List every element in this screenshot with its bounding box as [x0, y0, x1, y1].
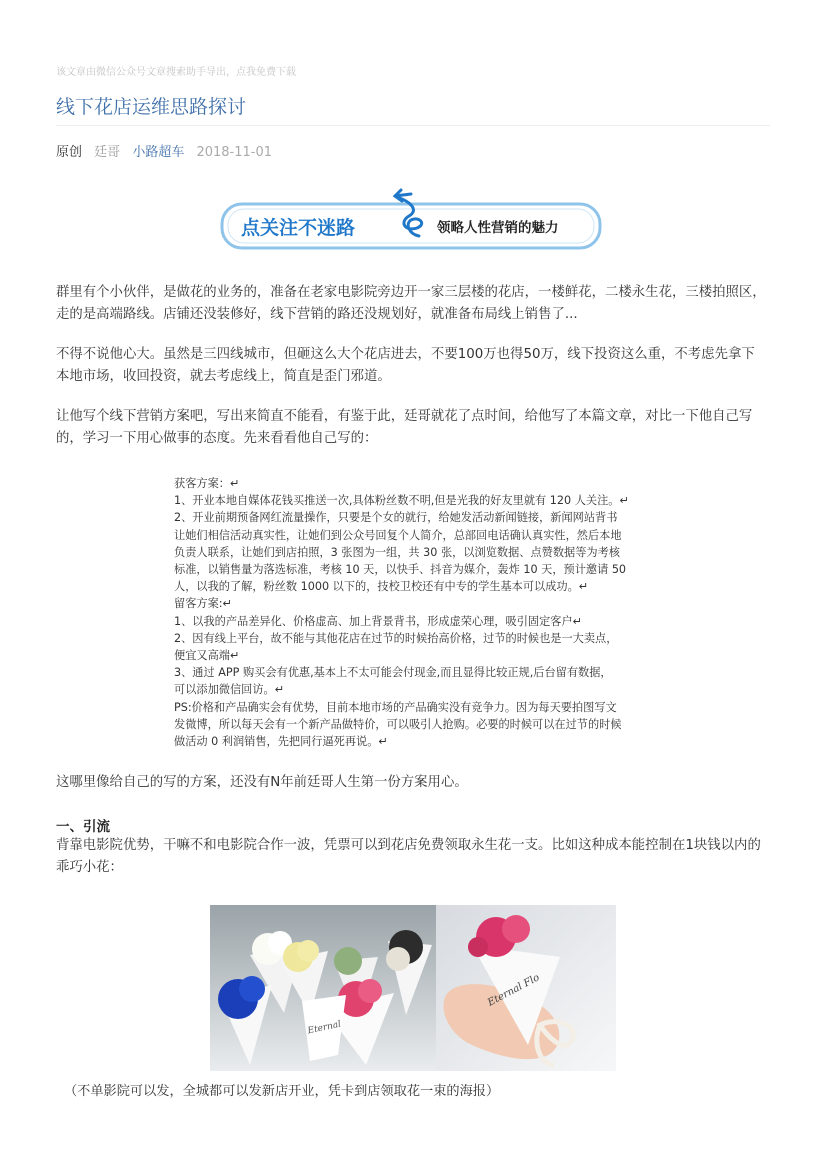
quoted-plan-screenshot — [174, 475, 654, 760]
quote-line: 发微博，所以每天会有一个新产品做特价，可以吸引人抢购。必要的时候可以在过节的时候 — [174, 717, 622, 731]
banner-right-text: 领略人性营销的魅力 — [437, 220, 559, 236]
quote-line: 3、通过 APP 购买会有优惠,基本上不太可能会付现金,而且显得比较正规,后台留有数据， — [174, 666, 612, 680]
follow-banner — [219, 188, 603, 252]
banner-left-text: 点关注不迷路 — [241, 217, 356, 239]
quote-line: 2、因有线上平台，故不能与其他花店在过节的时候抬高价格，过节的时候也是一大卖点， — [174, 631, 618, 645]
card-script-left: Eternal — [306, 1019, 343, 1037]
paragraph-3: 让他写个线下营销方案吧，写出来简直不能看，有鉴于此，廷哥就花了点时间，给他写了本篇文章，对比一下他自己写的，学习一下用心做事的态度。先来看看他自己写的： — [56, 409, 753, 446]
paragraph-after-quote: 这哪里像给自己的写的方案，还没有N年前廷哥人生第一份方案用心。 — [56, 775, 468, 790]
quote-line: 让她们相信活动真实性，让她们到公众号回复个人简介，总部回电话确认真实性，然后本地 — [174, 528, 622, 542]
quote-line: 1、开业本地自媒体花钱买推送一次,具体粉丝数不明,但是光我的好友里就有 120 人关注。↵ — [174, 494, 629, 508]
quote-line: 留客方案:↵ — [174, 597, 232, 611]
quote-line: 获客方案：↵ — [174, 477, 240, 490]
paragraph-1: 群里有个小伙伴，是做花的业务的，准备在老家电影院旁边开一家三层楼的花店，一楼鲜花，二楼永生花，三楼拍照区，走的是高端路线。店铺还没装修好，线下营销的路还没规划好，就准备布局线上销售了... — [56, 285, 766, 322]
quote-line: PS:价格和产品确实会有优势，目前本地市场的产品确实没有竞争力。因为每天要拍图写文 — [174, 700, 617, 714]
author-name: 廷哥 — [94, 145, 121, 160]
quote-line: 负责人联系，让她们到店拍照，3 张图为一组，共 30 张，以浏览数据、点赞数据等为考核 — [174, 545, 620, 559]
quote-line: 可以添加微信回访。↵ — [174, 683, 285, 697]
original-tag: 原创 — [56, 145, 83, 160]
section-paragraph: 背靠电影院优势，干嘛不和电影院合作一波，凭票可以到花店免费领取永生花一支。比如这种成本能控制在1块钱以内的乖巧小花： — [56, 838, 761, 875]
image-caption: （不单影院可以发，全城都可以发新店开业，凭卡到店领取花一束的海报） — [64, 1084, 500, 1099]
quote-line: 便宜又高端↵ — [174, 649, 240, 663]
quote-line: 2、开业前期预备网红流量操作，只要是个女的就行，给她发活动新闻链接，新闻网站背书 — [174, 511, 618, 525]
quote-line: 标准，以销售量为落选标准，考核 10 天，以快手、抖音为媒介，轰炸 10 天，预计邀请 50 — [174, 563, 627, 577]
paragraph-2: 不得不说他心大。虽然是三四线城市，但砸这么大个花店进去，不要100万也得50万，线下投资这么重，不考虑先拿下本地市场，收回投资，就去考虑线上，简直是歪门邪道。 — [56, 347, 755, 384]
quote-line: 人，以我的了解，粉丝数 1000 以下的，技校卫校还有中专的学生基本可以成功。↵ — [174, 580, 589, 594]
article-title: 线下花店运维思路探讨 — [56, 96, 247, 118]
publish-date: 2018-11-01 — [196, 145, 273, 160]
flower-bouquet-photo — [210, 905, 616, 1071]
section-heading: 一、引流 — [56, 819, 110, 835]
card-script-right: Eternal Flo — [485, 972, 542, 1009]
account-link[interactable]: 小路超车 — [132, 145, 185, 160]
title-divider — [56, 125, 770, 126]
quote-line: 1、以我的产品差异化、价格虚高、加上背景背书，形成虚荣心理，吸引固定客户↵ — [174, 614, 583, 628]
export-note[interactable]: 该文章由微信公众号文章搜索助手导出，点我免费下载 — [56, 67, 296, 78]
article-meta — [56, 141, 280, 160]
quote-line: 做活动 0 利润销售，先把同行逼死再说。↵ — [174, 735, 388, 749]
